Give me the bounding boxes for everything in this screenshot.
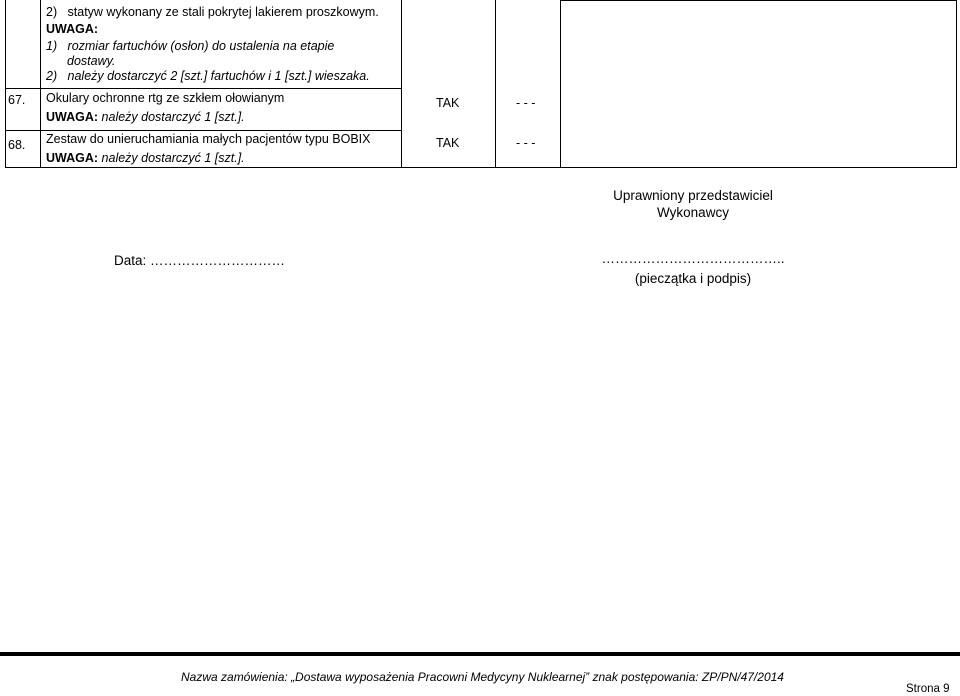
footer-rule [0, 652, 960, 656]
row-note [46, 110, 245, 124]
row-dash: - - - [516, 136, 536, 150]
footer-order-name: Nazwa zamówienia: „Dostawa wyposażenia Pracowni Medycyny Nuklearnej” znak postępowania: ZP/PN/47/2014 [181, 670, 784, 684]
row-number: 68. [8, 138, 26, 152]
date-field: Data: ………………………… [114, 253, 286, 268]
row-note-text: należy dostarczyć 1 [szt.]. [98, 151, 245, 165]
row-number: 67. [8, 93, 26, 107]
table-border-bottom-right [560, 167, 957, 168]
row-dash: - - - [516, 96, 536, 110]
continuation-line-4: dostawy. [67, 54, 116, 68]
row-note [46, 151, 245, 165]
signature-title-line-2: Wykonawcy [657, 205, 729, 220]
row-tak: TAK [436, 136, 460, 150]
row-note-text: należy dostarczyć 1 [szt.]. [98, 110, 245, 124]
row-note-label: UWAGA: [46, 151, 99, 165]
table-border-right [956, 0, 957, 168]
table-border-top-right [560, 0, 957, 1]
signature-caption: (pieczątka i podpis) [634, 271, 752, 286]
continuation-line-1: 2) statyw wykonany ze stali pokrytej lakierem proszkowym. [46, 5, 379, 19]
signature-title [560, 187, 826, 221]
continuation-line-3: 1) rozmiar fartuchów (osłon) do ustalenia na etapie [46, 39, 335, 53]
row-tak: TAK [436, 96, 460, 110]
table-divider-dash [560, 0, 561, 168]
table-divider-tak [495, 0, 496, 168]
row-separator [5, 130, 401, 131]
signature-dots: ………………………………….. [601, 251, 785, 266]
table-border-left [5, 0, 6, 168]
row-separator [40, 88, 401, 89]
row-description: Zestaw do unieruchamiania małych pacjentów typu BOBIX [46, 132, 371, 146]
row-description: Okulary ochronne rtg ze szkłem ołowianym [46, 91, 285, 105]
continuation-uwaga-label: UWAGA: [46, 22, 99, 36]
continuation-line-5: 2) należy dostarczyć 2 [szt.] fartuchów i 1 [szt.] wieszaka. [46, 69, 370, 83]
signature-title-line-1: Uprawniony przedstawiciel [613, 188, 773, 203]
table-divider-num [40, 0, 41, 168]
row-separator [5, 88, 40, 89]
row-note-label: UWAGA: [46, 110, 99, 124]
page-number: Strona 9 [906, 683, 950, 695]
table-border-bottom [5, 167, 560, 168]
table-divider-desc [401, 0, 402, 168]
